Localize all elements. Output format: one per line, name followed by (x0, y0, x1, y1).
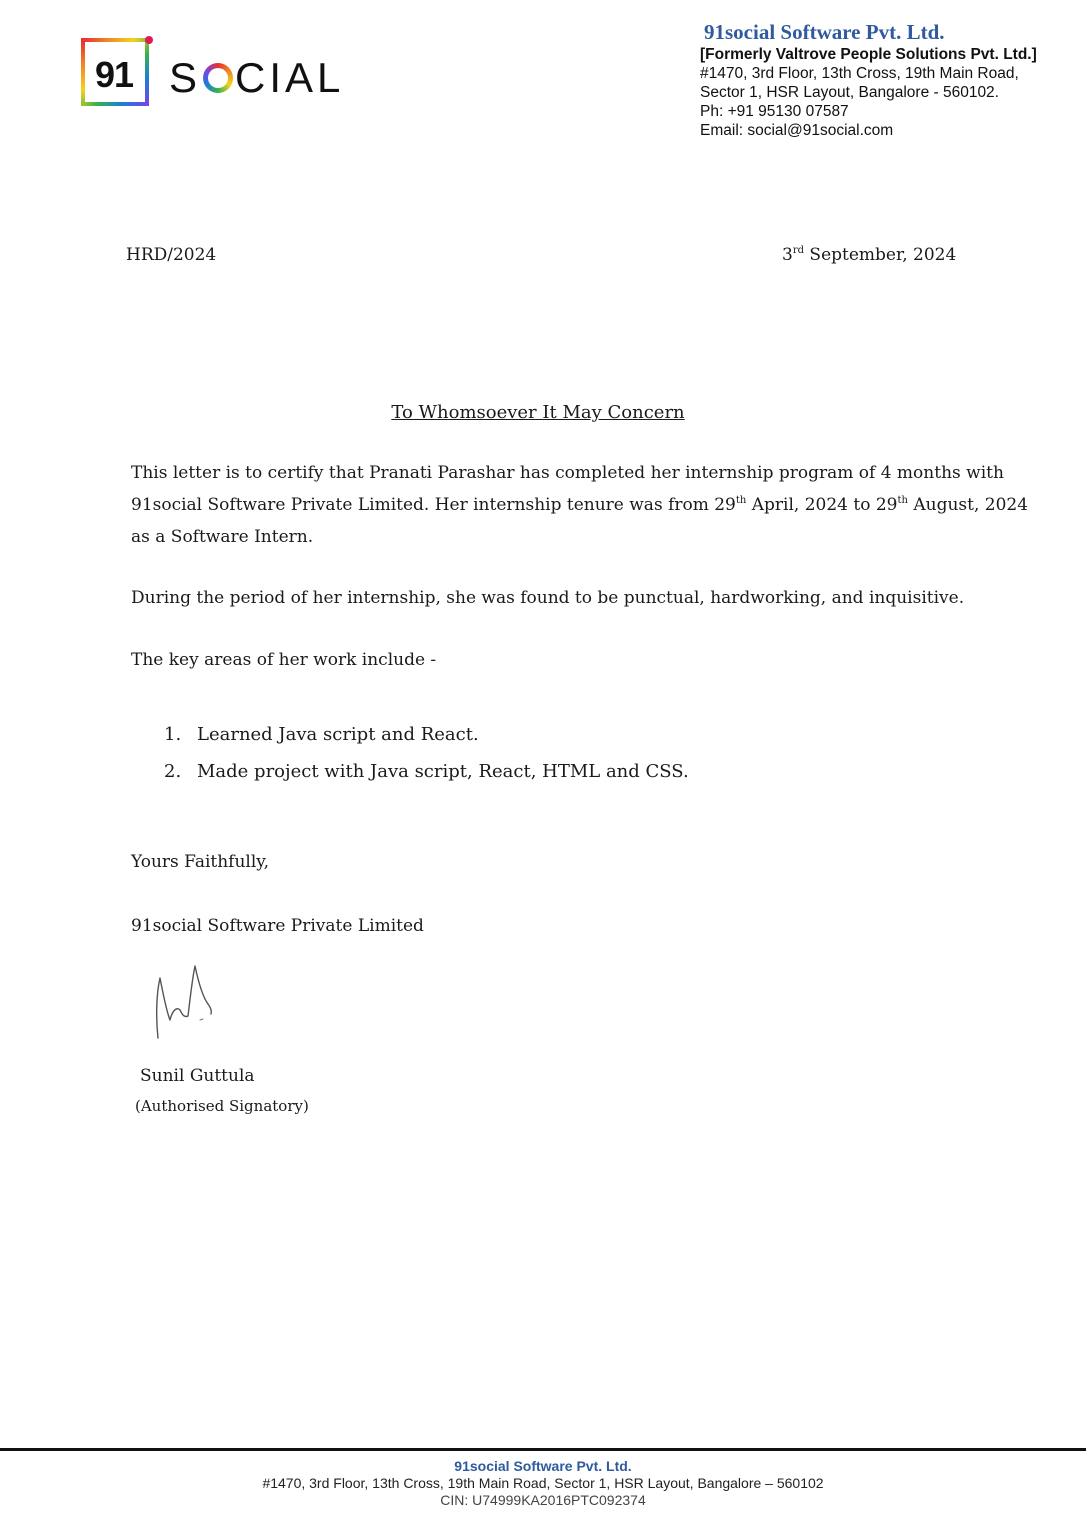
letterhead-formerly: [Formerly Valtrove People Solutions Pvt. Ltd.] (700, 46, 1037, 63)
date-suffix: rd (792, 245, 805, 256)
logo-dot (145, 36, 153, 44)
footer-divider (0, 1448, 1086, 1451)
date-rest: September, 2024 (804, 245, 957, 265)
letterhead-company-info (700, 20, 1080, 140)
letterhead-phone: Ph: +91 95130 07587 (700, 103, 849, 120)
footer-company-name: 91social Software Pvt. Ltd. (454, 1458, 632, 1474)
footer-address: #1470, 3rd Floor, 13th Cross, 19th Main Road, Sector 1, HSR Layout, Bangalore – 560102 (262, 1475, 824, 1491)
list-item (164, 720, 689, 757)
work-list (164, 720, 689, 794)
logo-o-ring (203, 63, 233, 93)
handwritten-signature (150, 960, 220, 1042)
letterhead-address-line1: #1470, 3rd Floor, 13th Cross, 19th Main Road, (700, 65, 1019, 82)
list-item-text: Learned Java script and React. (197, 724, 479, 745)
paragraph-key-areas: The key areas of her work include - (131, 650, 437, 670)
list-item-number: 1. (164, 724, 182, 745)
para1-sup-2: th (897, 495, 908, 506)
closing-salutation: Yours Faithfully, (131, 852, 270, 872)
footer-cin: CIN: U74999KA2016PTC092374 (440, 1492, 646, 1508)
list-item-text: Made project with Java script, React, HTML and CSS. (197, 761, 689, 782)
logo-word-start: S (169, 54, 202, 101)
logo-box (81, 38, 149, 106)
signer-name: Sunil Guttula (140, 1066, 255, 1086)
letter-reference: HRD/2024 (126, 245, 217, 265)
signing-company: 91social Software Private Limited (131, 916, 424, 936)
letterhead-address-line2: Sector 1, HSR Layout, Bangalore - 560102. (700, 84, 999, 101)
para1-part-c: August, 2024 as a Software Intern. (131, 495, 1029, 547)
letterhead-email: Email: social@91social.com (700, 122, 894, 139)
logo-box-text: 91 (95, 54, 134, 95)
list-item (164, 757, 689, 794)
logo-word-end: CIAL (235, 54, 345, 101)
logo-wordmark (169, 54, 344, 102)
letter-subject: To Whomsoever It May Concern (391, 402, 685, 423)
letterhead-company-name: 91social Software Pvt. Ltd. (704, 20, 945, 44)
signer-role: (Authorised Signatory) (135, 1097, 309, 1115)
paragraph-conduct: During the period of her internship, she was found to be punctual, hardworking, and inquisitive. (131, 588, 965, 608)
date-day: 3 (782, 245, 793, 265)
paragraph-certification (131, 457, 1031, 553)
list-item-number: 2. (164, 761, 182, 782)
para1-part-b: April, 2024 to 29 (746, 495, 898, 515)
para1-part-a: This letter is to certify that Pranati Parashar has completed her internship program of 4 months with 91social Software Private Limited. Her internship tenure was from 29 (131, 463, 1004, 515)
para1-sup-1: th (735, 495, 747, 506)
page-footer (0, 1458, 1086, 1509)
letter-date (782, 245, 956, 265)
